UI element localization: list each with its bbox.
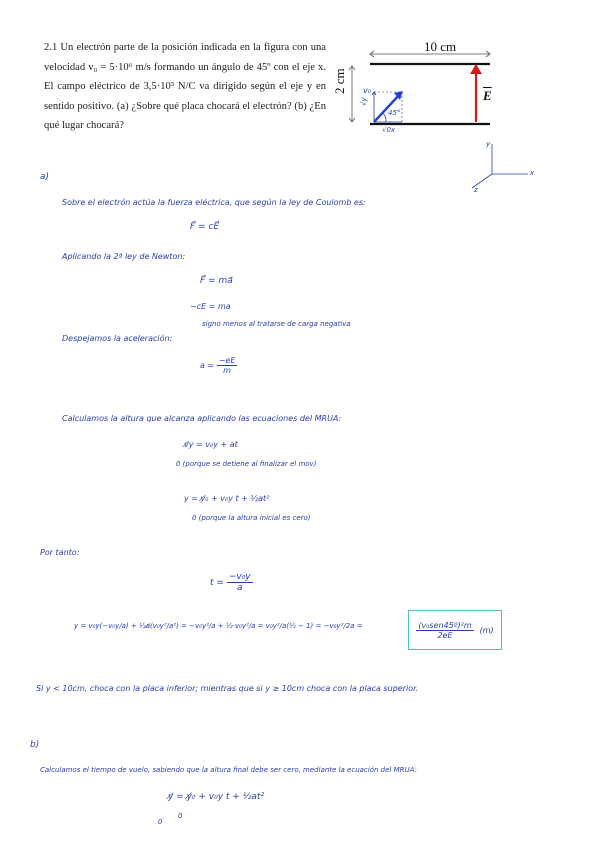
part-a-label: a) xyxy=(40,172,50,182)
equation-part-b: y̸ = y̸₀ + v₀y t + ½at² xyxy=(168,792,265,802)
angle-label: 45° xyxy=(388,109,401,117)
solution-line-7: Calculamos el tiempo de vuelo, sabiendo que la altura final debe ser cero, mediante la ecuación del MRUA: xyxy=(40,766,417,774)
x-axis-label: x xyxy=(530,169,535,177)
accel-fraction xyxy=(217,356,238,375)
result-unit: (m) xyxy=(479,625,494,635)
part-b-label: b) xyxy=(30,740,40,750)
note-minus-sign: signo menos al tratarse de carga negativa xyxy=(202,320,351,328)
plates-diagram xyxy=(330,36,500,148)
equation-acceleration xyxy=(200,356,237,375)
solution-line-3: Despejamos la aceleración: xyxy=(62,334,173,343)
equation-time xyxy=(210,572,253,593)
plates-figure xyxy=(330,36,500,148)
solution-line-2: Aplicando la 2ª ley de Newton: xyxy=(62,252,186,261)
field-arrow-head xyxy=(470,64,482,74)
note-y: 0 (porque la altura inicial es cero) xyxy=(192,514,311,522)
time-numerator: −v₀y xyxy=(228,572,251,582)
time-lhs: t = xyxy=(210,578,224,588)
equation-vy: v̸y = v₀y + at xyxy=(184,440,238,449)
accel-denominator: m xyxy=(223,366,231,375)
axes-sketch xyxy=(462,136,542,196)
height-label: 2 cm xyxy=(332,68,347,94)
equation-y: y = y̸₀ + v₀y t + ½at² xyxy=(184,494,270,503)
result-numerator: (v₀sen45º)²m xyxy=(418,620,472,630)
field-label: $\overline{E}$ xyxy=(483,88,492,103)
y-axis-label: y xyxy=(486,140,491,148)
solution-line-6: Si y < 10cm, choca con la placa inferior; mientras que si y ≥ 10cm choca con la placa superior. xyxy=(36,684,419,693)
v0-label: v₀ xyxy=(363,86,371,95)
equation-y-expanded: y = v₀y(−v₀y/a) + ½a̸(v₀y²/a²) = −v₀y²/a + ½·v₀y²/a = v₀y²/a(½ − 1) = −v₀y²/2a = xyxy=(74,622,363,630)
result-box xyxy=(408,610,502,650)
result-denominator: 2eE xyxy=(437,630,453,640)
note-b-zero-2: 0 xyxy=(178,812,183,820)
accel-lhs: a = xyxy=(200,361,215,370)
width-label: 10 cm xyxy=(424,39,457,54)
velocity-arrow xyxy=(374,94,400,122)
solution-line-4: Calculamos la altura que alcanza aplicando las ecuaciones del MRUA: xyxy=(62,414,342,423)
vy-label: √y xyxy=(360,97,368,106)
note-vy: 0 (porque se detiene al finalizar el mov) xyxy=(176,460,317,468)
solution-line-5: Por tanto: xyxy=(40,548,80,557)
problem-statement: 2.1 Un electrón parte de la posición indicada en la figura con una velocidad v₀ = 5·10⁶ m/s formando un ángulo de 45º con el eje x. El campo eléctrico de 3,5·10³ N/C va dirigido según el eje y en sentido positivo. (a) ¿Sobre qué placa chocará el electrón? (b) ¿En qué lugar chocará? xyxy=(44,42,326,132)
equation-newton: F⃗ = ma⃗ xyxy=(200,276,233,286)
time-fraction xyxy=(227,572,253,593)
accel-numerator: −eE xyxy=(218,356,236,365)
z-axis-label: z xyxy=(474,186,478,194)
equation-coulomb: F⃗ = cE⃗ xyxy=(190,222,220,232)
vx-label: √0x xyxy=(382,126,396,134)
solution-line-1: Sobre el electrón actúa la fuerza eléctrica, que según la ley de Coulomb es: xyxy=(62,198,366,207)
time-denominator: a xyxy=(236,583,243,593)
result-fraction xyxy=(416,621,473,640)
angle-arc xyxy=(383,113,386,122)
note-b-zero-1: 0 xyxy=(158,818,163,826)
equation-minus: −cE = ma xyxy=(190,302,231,311)
